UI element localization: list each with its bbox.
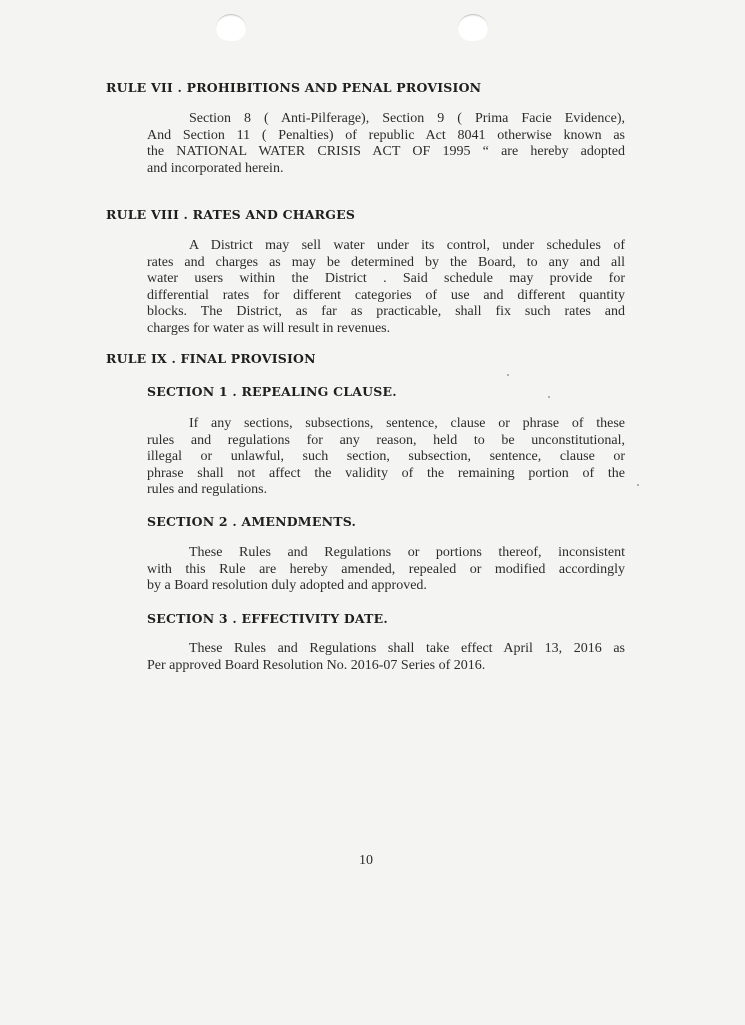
paragraph-line: These Rules and Regulations shall take effect April 13, 2016 as xyxy=(189,641,625,656)
scan-speck xyxy=(637,484,639,486)
punch-hole xyxy=(216,14,246,41)
page-number: 10 xyxy=(359,853,373,868)
scan-speck xyxy=(548,396,550,398)
paragraph-line: and incorporated herein. xyxy=(147,160,284,176)
paragraph-line: blocks. The District, as far as practicable, shall fix such rates and xyxy=(147,304,625,320)
paragraph-line: These Rules and Regulations or portions thereof, inconsistent xyxy=(189,545,625,560)
paragraph-line: A District may sell water under its control, under schedules of xyxy=(189,238,625,253)
section-heading: SECTION 2 . AMENDMENTS. xyxy=(147,514,357,529)
section-heading: SECTION 1 . REPEALING CLAUSE. xyxy=(147,384,397,399)
section-paragraph xyxy=(147,545,625,595)
paragraph-line: Per approved Board Resolution No. 2016-07 Series of 2016. xyxy=(147,657,486,673)
paragraph-line: Section 8 ( Anti-Pilferage), Section 9 ( Prima Facie Evidence), xyxy=(189,111,625,126)
paragraph-line: rules and regulations for any reason, held to be unconstitutional, xyxy=(147,432,625,448)
section-heading: SECTION 3 . EFFECTIVITY DATE. xyxy=(147,611,388,626)
rule-paragraph xyxy=(147,111,625,177)
rule-heading: RULE VIII . RATES AND CHARGES xyxy=(106,207,356,222)
paragraph-line: water users within the District . Said schedule may provide for xyxy=(147,271,625,287)
paragraph-line: rates and charges as may be determined by the Board, to any and all xyxy=(147,254,625,270)
rule-paragraph xyxy=(147,238,625,338)
paragraph-line: If any sections, subsections, sentence, clause or phrase of these xyxy=(189,416,625,431)
paragraph-line: rules and regulations. xyxy=(147,482,268,498)
punch-hole xyxy=(458,14,488,41)
paragraph-line: the NATIONAL WATER CRISIS ACT OF 1995 “ are hereby adopted xyxy=(147,144,625,160)
section-paragraph xyxy=(147,416,625,499)
rule-heading: RULE VII . PROHIBITIONS AND PENAL PROVISION xyxy=(106,80,482,95)
paragraph-line: differential rates for different categories of use and different quantity xyxy=(147,287,625,303)
paragraph-line: charges for water as will result in revenues. xyxy=(147,320,391,336)
section-paragraph xyxy=(147,641,625,674)
paragraph-line: illegal or unlawful, such section, subsection, sentence, clause or xyxy=(147,449,625,465)
paragraph-line: And Section 11 ( Penalties) of republic Act 8041 otherwise known as xyxy=(147,127,625,143)
scan-speck xyxy=(507,374,509,376)
rule-heading: RULE IX . FINAL PROVISION xyxy=(106,351,316,366)
paragraph-line: with this Rule are hereby amended, repealed or modified accordingly xyxy=(147,561,625,577)
paragraph-line: by a Board resolution duly adopted and approved. xyxy=(147,578,427,594)
paragraph-line: phrase shall not affect the validity of the remaining portion of the xyxy=(147,465,625,481)
